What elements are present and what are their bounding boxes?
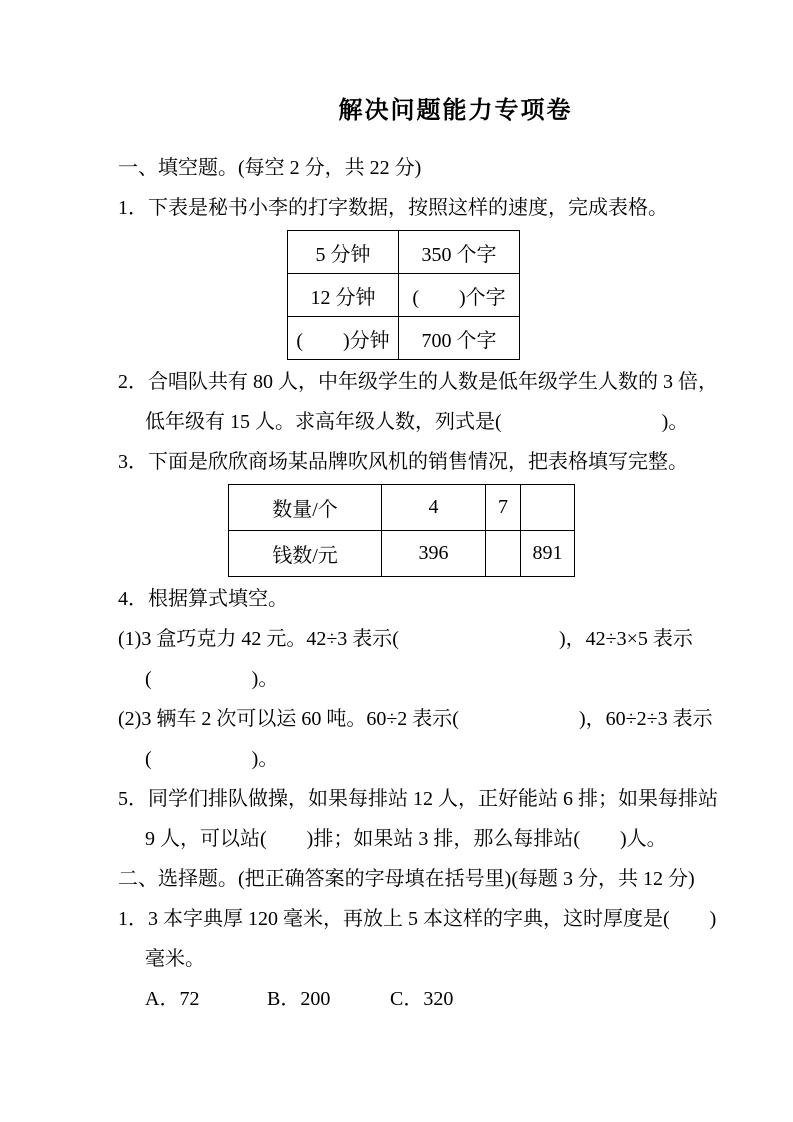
cell-words: 700 个字 [399,317,520,360]
section-1-heading: 一、填空题。(每空 2 分，共 22 分) [118,157,422,179]
page-title: 解决问题能力专项卷 [338,98,573,124]
cell-quantity-2: 7 [486,485,521,531]
table-row [288,274,520,317]
question-2-line-2: 低年级有 15 人。求高年级人数，列式是( )。 [145,411,689,433]
cell-minutes: 12 分钟 [288,274,399,317]
question-5-line-1: 5．同学们排队做操，如果每排站 12 人，正好能站 6 排；如果每排站 [118,788,718,810]
table-row [288,317,520,360]
question-5-line-2: 9 人，可以站( )排；如果站 3 排，那么每排站( )人。 [145,828,667,850]
choice-question-1-options [118,979,793,1019]
cell-money-label: 钱数/元 [229,531,382,577]
choice-question-1-line-2: 毫米。 [145,948,205,970]
cell-minutes: 5 分钟 [288,231,399,274]
question-4-part-1-line-1: (1)3 盒巧克力 42 元。42÷3 表示( )，42÷3×5 表示 [118,628,693,650]
question-3-text: 3．下面是欣欣商场某品牌吹风机的销售情况，把表格填写完整。 [118,451,688,473]
cell-quantity-1: 4 [382,485,486,531]
question-2-line-1: 2．合唱队共有 80 人，中年级学生的人数是低年级学生人数的 3 倍， [118,371,718,393]
section-2-heading: 二、选择题。(把正确答案的字母填在括号里)(每题 3 分，共 12 分) [118,868,695,890]
cell-words-blank: ( )个字 [399,274,520,317]
table-row [229,485,575,531]
choice-question-1-line-1: 1．3 本字典厚 120 毫米，再放上 5 本这样的字典，这时厚度是( ) [118,908,717,930]
typing-speed-table [287,230,520,360]
question-4-part-2-line-2: ( )。 [145,748,279,770]
question-4-part-1-line-2: ( )。 [145,668,279,690]
option-b: B．200 [267,988,331,1010]
cell-money-1: 396 [382,531,486,577]
cell-minutes-blank: ( )分钟 [288,317,399,360]
question-1-text: 1．下表是秘书小李的打字数据，按照这样的速度，完成表格。 [118,197,668,219]
option-a: A．72 [145,988,200,1010]
table-row [229,531,575,577]
cell-money-2: 891 [521,531,575,577]
cell-quantity-blank [521,485,575,531]
question-4-text: 4．根据算式填空。 [118,588,288,610]
question-4-part-2-line-1: (2)3 辆车 2 次可以运 60 吨。60÷2 表示( )，60÷2÷3 表示 [118,708,713,730]
table-row [288,231,520,274]
sales-table [228,484,575,577]
cell-money-blank [486,531,521,577]
option-c: C．320 [390,988,454,1010]
cell-quantity-label: 数量/个 [229,485,382,531]
cell-words: 350 个字 [399,231,520,274]
